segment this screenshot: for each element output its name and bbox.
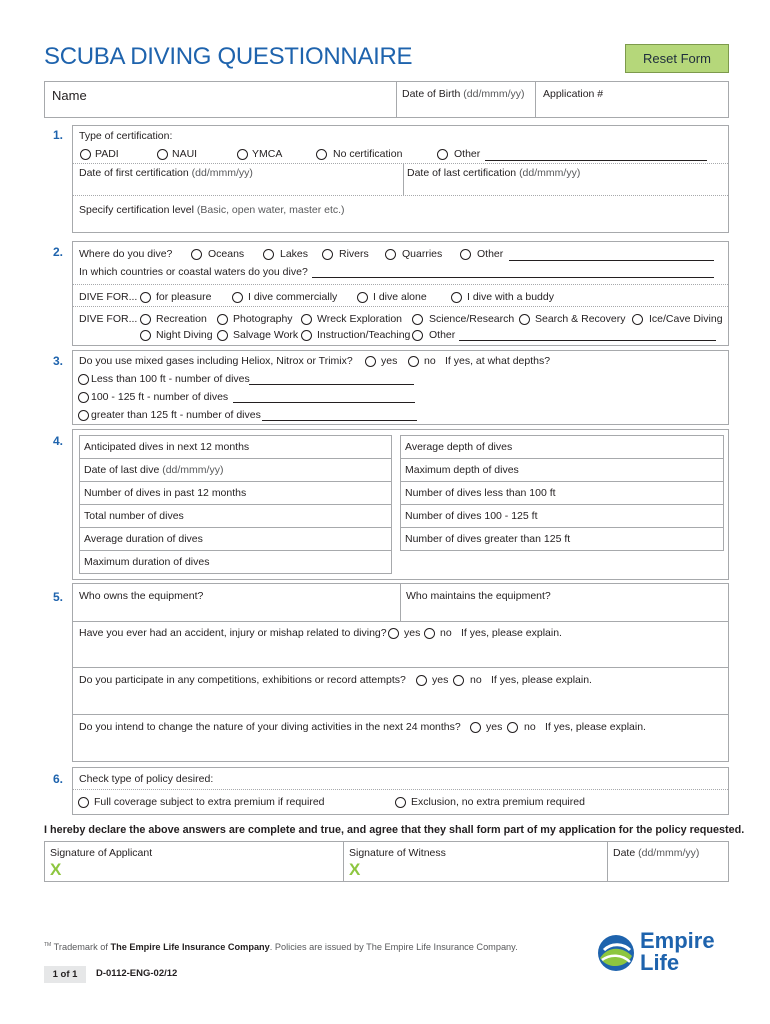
radio-dive-with-buddy[interactable] bbox=[451, 292, 462, 303]
radio-oceans[interactable] bbox=[191, 249, 202, 260]
radio-full-coverage[interactable] bbox=[78, 797, 89, 808]
option-label: Other bbox=[429, 329, 456, 341]
option-label: NAUI bbox=[172, 148, 198, 160]
applicant-signature-field[interactable] bbox=[68, 860, 340, 880]
other-dive-for-field[interactable] bbox=[459, 340, 716, 341]
first-cert-label: Date of first certification (dd/mmm/yy) bbox=[79, 167, 253, 179]
radio-ymca[interactable] bbox=[237, 149, 248, 160]
option-label: Full coverage subject to extra premium if required bbox=[94, 796, 325, 808]
greater-than-125-field[interactable] bbox=[262, 420, 417, 421]
field-label: Average duration of dives bbox=[84, 533, 203, 545]
option-label: Recreation bbox=[156, 313, 207, 325]
radio-recreation[interactable] bbox=[140, 314, 151, 325]
radio-lakes[interactable] bbox=[263, 249, 274, 260]
radio-salvage-work[interactable] bbox=[217, 330, 228, 341]
section-number: 5. bbox=[53, 590, 64, 604]
option-label: I dive with a buddy bbox=[467, 291, 554, 303]
change-explain-field[interactable] bbox=[79, 736, 724, 758]
field-label: Number of dives greater than 125 ft bbox=[405, 533, 571, 545]
radio-photography[interactable] bbox=[217, 314, 228, 325]
radio-padi[interactable] bbox=[80, 149, 91, 160]
countries-field[interactable] bbox=[312, 277, 714, 278]
depth-row-label: Less than 100 ft - number of dives bbox=[91, 373, 250, 385]
radio-wreck-exploration[interactable] bbox=[301, 314, 312, 325]
radio-change-no[interactable] bbox=[507, 722, 518, 733]
option-label: Night Diving bbox=[156, 329, 213, 341]
radio-100-125[interactable] bbox=[78, 392, 89, 403]
depths-label: If yes, at what depths? bbox=[445, 355, 551, 367]
date-label: Date (dd/mmm/yy) bbox=[613, 847, 700, 859]
radio-exclusion[interactable] bbox=[395, 797, 406, 808]
competitions-explain-field[interactable] bbox=[79, 689, 724, 711]
explain-label: If yes, please explain. bbox=[461, 627, 562, 639]
section-number: 6. bbox=[53, 772, 64, 786]
section-number: 1. bbox=[53, 128, 64, 142]
option-label: Quarries bbox=[402, 248, 443, 260]
explain-label: If yes, please explain. bbox=[491, 674, 592, 686]
other-water-field[interactable] bbox=[509, 260, 714, 261]
option-label: Exclusion, no extra premium required bbox=[411, 796, 585, 808]
option-label: Science/Research bbox=[429, 313, 515, 325]
first-cert-date-field[interactable] bbox=[79, 180, 399, 192]
radio-accident-no[interactable] bbox=[424, 628, 435, 639]
form-code: D-0112-ENG-02/12 bbox=[96, 968, 178, 979]
option-label: Salvage Work bbox=[233, 329, 299, 341]
where-dive-label: Where do you dive? bbox=[79, 248, 173, 260]
option-label: PADI bbox=[95, 148, 119, 160]
accident-explain-field[interactable] bbox=[79, 642, 724, 664]
name-field[interactable] bbox=[52, 104, 394, 116]
sign-here-mark: X bbox=[349, 860, 361, 879]
option-label: Other bbox=[477, 248, 504, 260]
option-label: Oceans bbox=[208, 248, 245, 260]
applicant-signature-label: Signature of Applicant bbox=[50, 847, 153, 859]
accident-question: Have you ever had an accident, injury or mishap related to diving? bbox=[79, 627, 387, 639]
option-label: for pleasure bbox=[156, 291, 212, 303]
radio-search-recovery[interactable] bbox=[519, 314, 530, 325]
section-number: 3. bbox=[53, 354, 64, 368]
radio-accident-yes[interactable] bbox=[388, 628, 399, 639]
logo-text-empire: Empire bbox=[640, 928, 715, 953]
option-label: I dive alone bbox=[373, 291, 427, 303]
radio-less-than-100[interactable] bbox=[78, 374, 89, 385]
radio-ice-cave-diving[interactable] bbox=[632, 314, 643, 325]
field-label: Average depth of dives bbox=[405, 441, 513, 453]
radio-greater-than-125[interactable] bbox=[78, 410, 89, 421]
field-label: Date of last dive (dd/mmm/yy) bbox=[84, 464, 224, 476]
field-label: Total number of dives bbox=[84, 510, 184, 522]
explain-label: If yes, please explain. bbox=[545, 721, 646, 733]
dob-label: Date of Birth (dd/mmm/yy) bbox=[402, 88, 525, 100]
radio-change-yes[interactable] bbox=[470, 722, 481, 733]
option-label: Photography bbox=[233, 313, 293, 325]
option-label: Other bbox=[454, 148, 481, 160]
field-label: Maximum depth of dives bbox=[405, 464, 519, 476]
100-125-field[interactable] bbox=[233, 402, 415, 403]
radio-for-pleasure[interactable] bbox=[140, 292, 151, 303]
radio-night-diving[interactable] bbox=[140, 330, 151, 341]
yes-label: yes bbox=[381, 355, 398, 367]
trademark-note: ™ Trademark of The Empire Life Insurance Company. Policies are issued by The Empire Life Insurance Company. bbox=[44, 942, 518, 953]
yes-label: yes bbox=[486, 721, 503, 733]
page-number: 1 of 1 bbox=[44, 966, 86, 983]
field-label: Number of dives less than 100 ft bbox=[405, 487, 556, 499]
less-than-100-field[interactable] bbox=[249, 384, 414, 385]
cert-level-field[interactable] bbox=[79, 217, 725, 229]
witness-signature-label: Signature of Witness bbox=[349, 847, 446, 859]
yes-label: yes bbox=[404, 627, 421, 639]
last-cert-label: Date of last certification (dd/mmm/yy) bbox=[407, 167, 581, 179]
radio-other-dive-for[interactable] bbox=[412, 330, 423, 341]
page-title: SCUBA DIVING QUESTIONNAIRE bbox=[44, 43, 413, 70]
cert-type-label: Type of certification: bbox=[79, 130, 173, 142]
no-label: no bbox=[440, 627, 452, 639]
radio-science-research[interactable] bbox=[412, 314, 423, 325]
option-label: Rivers bbox=[339, 248, 369, 260]
radio-mixed-gases-no[interactable] bbox=[408, 356, 419, 367]
application-number-label: Application # bbox=[543, 88, 604, 100]
depth-row-label: 100 - 125 ft - number of dives bbox=[91, 391, 229, 403]
radio-quarries[interactable] bbox=[385, 249, 396, 260]
radio-dive-commercially[interactable] bbox=[232, 292, 243, 303]
change-activities-question: Do you intend to change the nature of your diving activities in the next 24 months? bbox=[79, 721, 461, 733]
signature-date-field[interactable] bbox=[612, 860, 725, 880]
reset-form-button[interactable]: Reset Form bbox=[625, 44, 729, 73]
declaration-text: I hereby declare the above answers are complete and true, and agree that they shall form part of my application for the policy requested. bbox=[44, 824, 745, 836]
empire-life-logo-icon bbox=[596, 932, 636, 974]
option-label: Instruction/Teaching bbox=[317, 329, 411, 341]
radio-dive-alone[interactable] bbox=[357, 292, 368, 303]
no-label: no bbox=[424, 355, 436, 367]
dive-for-label: DIVE FOR... bbox=[79, 291, 138, 303]
radio-mixed-gases-yes[interactable] bbox=[365, 356, 376, 367]
radio-naui[interactable] bbox=[157, 149, 168, 160]
dob-field[interactable] bbox=[400, 104, 532, 116]
maintains-equipment-field[interactable] bbox=[406, 604, 724, 618]
witness-signature-field[interactable] bbox=[367, 860, 603, 880]
section-number: 4. bbox=[53, 434, 64, 448]
competitions-question: Do you participate in any competitions, exhibitions or record attempts? bbox=[79, 674, 406, 686]
countries-label: In which countries or coastal waters do you dive? bbox=[79, 266, 308, 278]
cert-level-label: Specify certification level (Basic, open water, master etc.) bbox=[79, 204, 345, 216]
sign-here-mark: X bbox=[50, 860, 62, 879]
option-label: Ice/Cave Diving bbox=[649, 313, 723, 325]
owns-equipment-field[interactable] bbox=[79, 604, 395, 618]
radio-other-water[interactable] bbox=[460, 249, 471, 260]
logo-text-life: Life bbox=[640, 950, 680, 975]
radio-competitions-no[interactable] bbox=[453, 675, 464, 686]
radio-no-certification[interactable] bbox=[316, 149, 327, 160]
radio-competitions-yes[interactable] bbox=[416, 675, 427, 686]
dive-for-label: DIVE FOR... bbox=[79, 313, 138, 325]
maintains-equipment-label: Who maintains the equipment? bbox=[406, 590, 551, 602]
yes-label: yes bbox=[432, 674, 449, 686]
no-label: no bbox=[524, 721, 536, 733]
section-number: 2. bbox=[53, 245, 64, 259]
option-label: Lakes bbox=[280, 248, 309, 260]
field-label: Maximum duration of dives bbox=[84, 556, 210, 568]
option-label: No certification bbox=[333, 148, 403, 160]
depth-row-label: greater than 125 ft - number of dives bbox=[91, 409, 261, 421]
option-label: Search & Recovery bbox=[535, 313, 626, 325]
radio-rivers[interactable] bbox=[322, 249, 333, 260]
no-label: no bbox=[470, 674, 482, 686]
name-label: Name bbox=[52, 88, 87, 103]
owns-equipment-label: Who owns the equipment? bbox=[79, 590, 204, 602]
option-label: I dive commercially bbox=[248, 291, 338, 303]
last-cert-date-field[interactable] bbox=[407, 180, 725, 192]
policy-type-label: Check type of policy desired: bbox=[79, 773, 214, 785]
other-cert-field[interactable] bbox=[485, 160, 707, 161]
radio-other-cert[interactable] bbox=[437, 149, 448, 160]
option-label: Wreck Exploration bbox=[317, 313, 403, 325]
field-label: Number of dives in past 12 months bbox=[84, 487, 247, 499]
application-number-field[interactable] bbox=[540, 104, 726, 116]
mixed-gases-question: Do you use mixed gases including Heliox, Nitrox or Trimix? bbox=[79, 355, 353, 367]
option-label: YMCA bbox=[252, 148, 283, 160]
radio-instruction-teaching[interactable] bbox=[301, 330, 312, 341]
field-label: Anticipated dives in next 12 months bbox=[84, 441, 250, 453]
field-label: Number of dives 100 - 125 ft bbox=[405, 510, 538, 522]
